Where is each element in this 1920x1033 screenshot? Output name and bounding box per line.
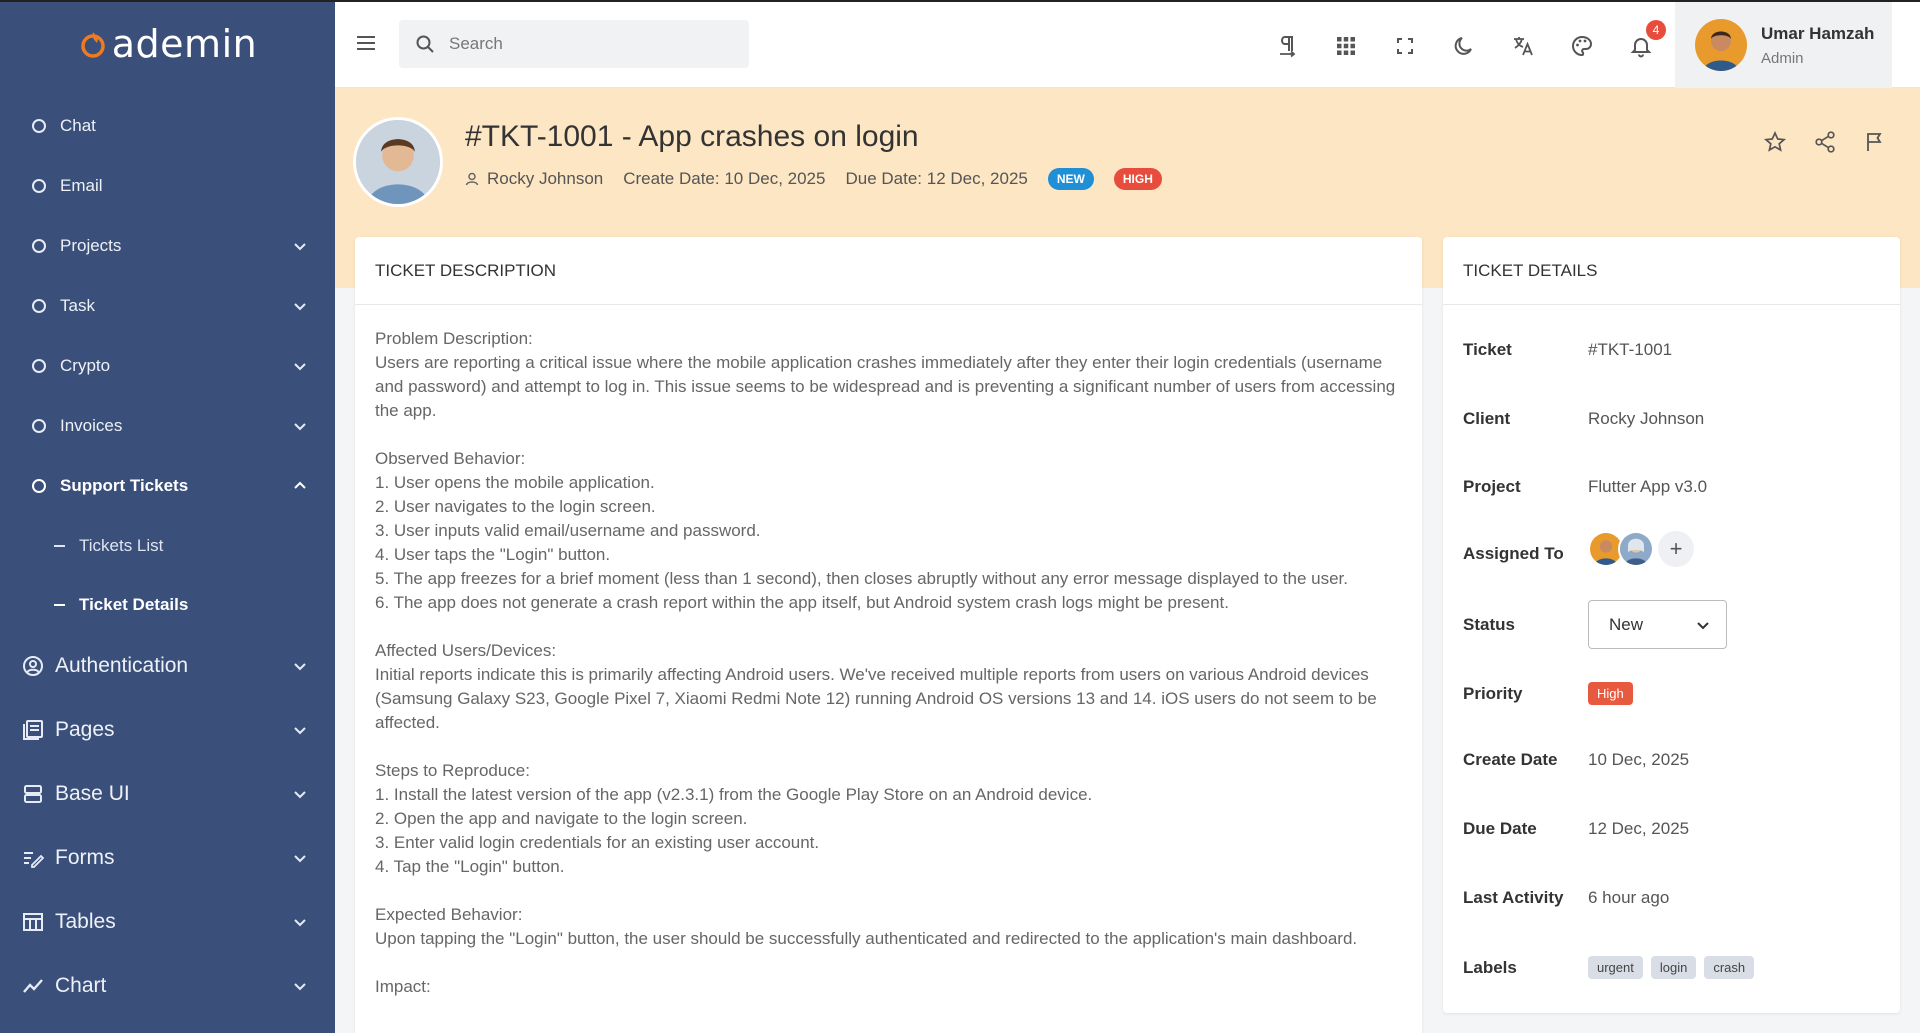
sidebar-section-label: Pages (55, 718, 115, 741)
sidebar-section-pages[interactable] (0, 698, 335, 762)
sidebar-section-label: Tables (55, 910, 116, 933)
detail-value: Rocky Johnson (1588, 409, 1705, 428)
description-paragraph: Impact: (375, 977, 431, 996)
detail-row-last-activity (1463, 888, 1669, 908)
brand-name: ademin (111, 22, 258, 66)
sidebar-section-base-ui[interactable] (0, 762, 335, 826)
label-tag[interactable]: login (1651, 956, 1696, 979)
detail-row-assigned (1463, 531, 1694, 567)
user-icon (465, 172, 479, 186)
circle-icon (32, 359, 46, 373)
chevron-down-icon (293, 979, 307, 993)
ticket-title: #TKT-1001 - App crashes on login (465, 120, 919, 153)
search-bar (399, 20, 749, 68)
search-icon (415, 34, 435, 54)
translate-icon[interactable] (1511, 34, 1535, 58)
dark-mode-moon-icon[interactable] (1452, 34, 1476, 58)
ticket-client-name: Rocky Johnson (487, 169, 604, 188)
sidebar-item-email[interactable] (0, 156, 335, 216)
detail-row-create-date (1463, 750, 1689, 770)
detail-row-client (1463, 409, 1704, 429)
sidebar-item-crypto[interactable] (0, 336, 335, 396)
star-icon[interactable] (1763, 130, 1787, 154)
sidebar-subitem-label: Tickets List (79, 535, 164, 555)
circle-icon (32, 119, 46, 133)
chevron-down-icon (293, 723, 307, 737)
description-paragraph: Steps to Reproduce: 1. Install the latest version of the app (v2.3.1) from the Google Play Store on an Android device. 2. Open the app and navigate to the login screen. 3. Enter valid login credentials for an existing user account. 4. Tap the "Login" button. (375, 761, 1093, 876)
chevron-down-icon (293, 239, 307, 253)
chart-icon (22, 975, 44, 997)
sidebar-section-forms[interactable] (0, 826, 335, 890)
sidebar-item-task[interactable] (0, 276, 335, 336)
detail-label: Ticket (1463, 340, 1512, 359)
chevron-down-icon (293, 851, 307, 865)
description-paragraph: Affected Users/Devices: Initial reports indicate this is primarily affecting Android users. We've received multiple reports from users on various Android devices (Samsung Galaxy S23, Google Pixel 7, Xiaomi Redmi Note 12) running Android OS versions 13 and 14. iOS users do not seem to be affected. (375, 641, 1377, 732)
detail-label: Priority (1463, 683, 1523, 703)
detail-label: Assigned To (1463, 544, 1564, 563)
detail-label: Status (1463, 614, 1515, 634)
detail-row-ticket (1463, 340, 1672, 360)
detail-row-due-date (1463, 819, 1689, 839)
avatar (1695, 19, 1747, 71)
sidebar-item-projects[interactable] (0, 216, 335, 276)
flag-icon[interactable] (1863, 130, 1887, 154)
circle-icon (32, 419, 46, 433)
sidebar-item-label: Email (60, 176, 103, 195)
paragraph-direction-icon[interactable] (1275, 34, 1299, 58)
sidebar-item-label: Task (60, 296, 95, 315)
ticket-description-card (355, 237, 1422, 1033)
detail-label: Labels (1463, 957, 1517, 977)
detail-value: #TKT-1001 (1588, 340, 1673, 359)
ticket-create-date: Create Date: 10 Dec, 2025 (623, 169, 826, 188)
add-assignee-button[interactable]: + (1658, 531, 1694, 567)
search-input[interactable] (449, 34, 729, 54)
chevron-down-icon (293, 659, 307, 673)
avatar[interactable] (1618, 531, 1654, 567)
sidebar-subitem-label: Ticket Details (79, 594, 189, 614)
fullscreen-icon[interactable] (1393, 34, 1417, 58)
notification-count-badge: 4 (1646, 20, 1666, 40)
chevron-down-icon (293, 419, 307, 433)
sidebar-section-tables[interactable] (0, 890, 335, 954)
detail-label: Last Activity (1463, 888, 1564, 907)
sidebar-subitem-ticket-details[interactable] (0, 575, 335, 634)
ticket-description-body (355, 305, 1422, 999)
pages-icon (22, 719, 44, 741)
sidebar-subitem-tickets-list[interactable] (0, 516, 335, 575)
palette-icon[interactable] (1570, 34, 1594, 58)
sidebar-item-label: Crypto (60, 356, 111, 375)
detail-row-labels (1463, 956, 1762, 979)
label-tag[interactable]: crash (1704, 956, 1754, 979)
sidebar-item-invoices[interactable] (0, 396, 335, 456)
chevron-down-icon (1696, 618, 1710, 632)
hamburger-menu-icon[interactable] (355, 33, 377, 53)
sidebar-section-label: Authentication (55, 654, 189, 677)
detail-label: Due Date (1463, 819, 1537, 838)
detail-row-priority (1463, 682, 1633, 705)
sidebar (0, 0, 335, 1033)
ticket-details-card (1443, 237, 1900, 1013)
detail-row-project (1463, 477, 1707, 497)
circle-icon (32, 479, 46, 493)
detail-label: Project (1463, 477, 1521, 496)
dash-icon (54, 545, 65, 547)
circle-icon (32, 299, 46, 313)
circle-icon (32, 179, 46, 193)
description-paragraph: Expected Behavior: Upon tapping the "Login" button, the user should be successfully authenticated and redirected to the application's main dashboard. (375, 905, 1358, 948)
table-icon (22, 911, 44, 933)
sidebar-section-label: Forms (55, 846, 115, 869)
sidebar-section-authentication[interactable] (0, 634, 335, 698)
forms-icon (22, 847, 44, 869)
assignee-avatars (1588, 531, 1694, 567)
ticket-meta (465, 168, 1182, 190)
user-role: Admin (1761, 49, 1804, 67)
user-circle-icon (22, 655, 44, 677)
sidebar-item-label: Support Tickets (60, 476, 189, 495)
sidebar-item-label: Invoices (60, 416, 123, 435)
flame-logo-icon (78, 29, 108, 59)
user-profile-menu[interactable] (1675, 2, 1892, 88)
circle-icon (32, 239, 46, 253)
layers-icon (22, 783, 44, 805)
status-badge: NEW (1048, 168, 1094, 190)
detail-value: 10 Dec, 2025 (1588, 750, 1690, 769)
ticket-due-date: Due Date: 12 Dec, 2025 (845, 169, 1028, 188)
card-heading: TICKET DESCRIPTION (355, 237, 1422, 305)
sidebar-section-chart[interactable] (0, 954, 335, 1018)
description-paragraph: Problem Description: Users are reporting a critical issue where the mobile application crashes immediately after they enter their login credentials (username and password) and attempt to log in. This issue seems to be widespread and is preventing a significant number of users from accessing the app. (375, 329, 1396, 420)
description-paragraph: Observed Behavior: 1. User opens the mobile application. 2. User navigates to the login screen. 3. User inputs valid email/username and password. 4. User taps the "Login" button. 5. The app freezes for a brief moment (less than 1 second), then closes abruptly without any error message displayed to the user. 6. The app does not generate a crash report within the app itself, but Android system crash logs might be present. (375, 449, 1348, 612)
status-select-value: New (1609, 614, 1644, 634)
label-tag[interactable]: urgent (1588, 956, 1643, 979)
dash-icon (54, 604, 65, 606)
brand-logo[interactable] (0, 0, 335, 88)
client-avatar (353, 117, 443, 207)
status-select[interactable] (1588, 600, 1727, 649)
sidebar-section-label: Base UI (55, 782, 130, 805)
sidebar-item-chat[interactable] (0, 96, 335, 156)
ticket-client (465, 169, 603, 189)
priority-badge: High (1588, 682, 1633, 705)
sidebar-item-support-tickets[interactable] (0, 456, 335, 516)
chevron-down-icon (293, 359, 307, 373)
detail-value: 12 Dec, 2025 (1588, 819, 1690, 838)
top-header (335, 2, 1920, 88)
detail-label: Client (1463, 409, 1511, 428)
sidebar-item-label: Projects (60, 236, 122, 255)
card-heading: TICKET DETAILS (1443, 237, 1900, 305)
priority-badge: HIGH (1114, 168, 1162, 190)
detail-row-status (1463, 600, 1727, 649)
chevron-up-icon (293, 479, 307, 493)
detail-label: Create Date (1463, 750, 1558, 769)
apps-grid-icon[interactable] (1334, 34, 1358, 58)
user-name: Umar Hamzah (1761, 23, 1875, 43)
sidebar-section-label: Chart (55, 974, 107, 997)
chevron-down-icon (293, 787, 307, 801)
chevron-down-icon (293, 915, 307, 929)
chevron-down-icon (293, 299, 307, 313)
detail-value: Flutter App v3.0 (1588, 477, 1708, 496)
share-icon[interactable] (1813, 130, 1837, 154)
detail-value: 6 hour ago (1588, 888, 1670, 907)
sidebar-item-label: Chat (60, 116, 96, 135)
